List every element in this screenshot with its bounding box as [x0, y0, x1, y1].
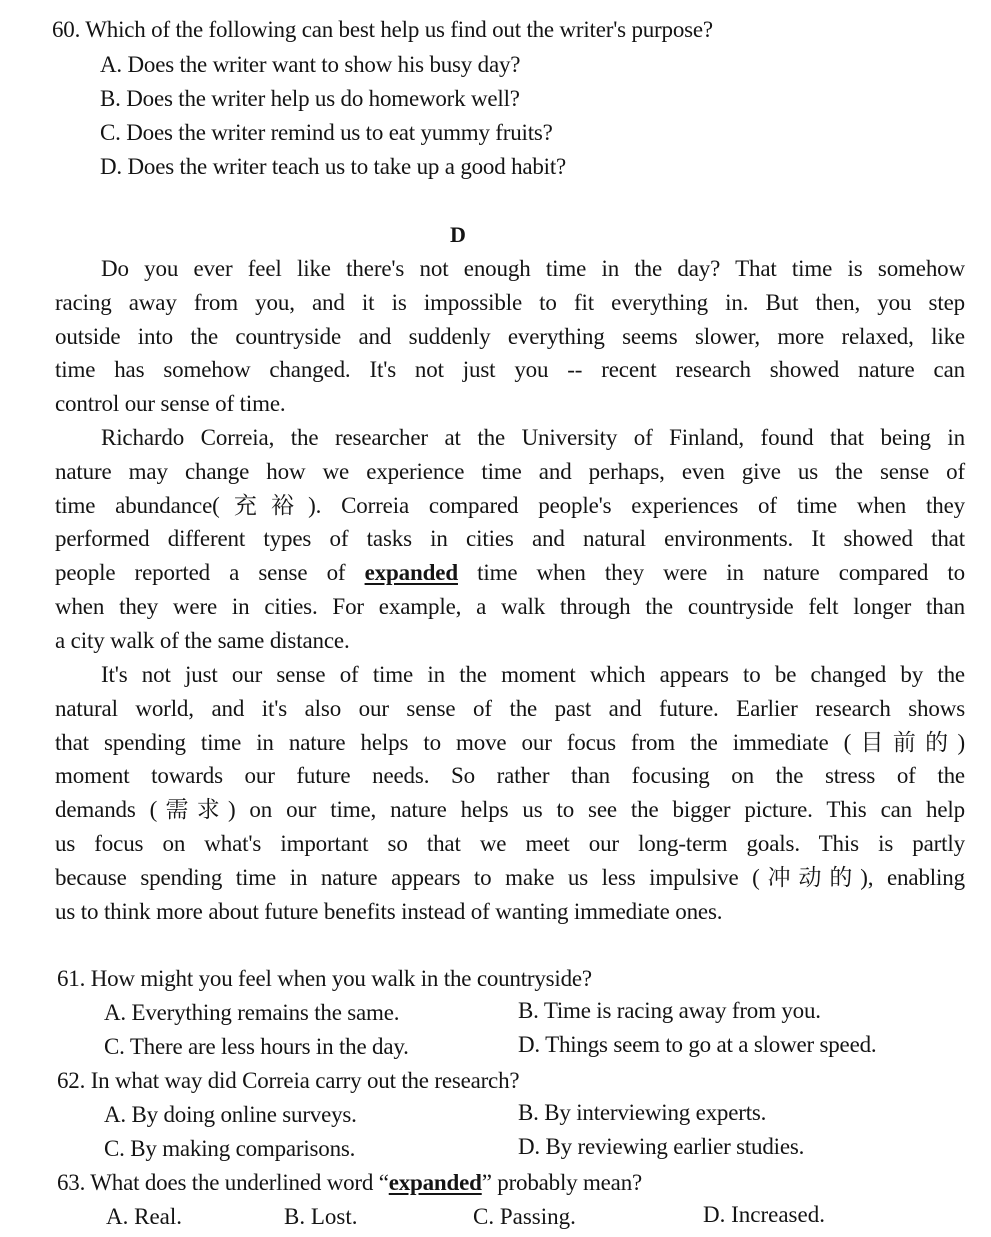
passage-paragraph-2	[55, 421, 965, 658]
paragraph-3-line: us focus on what's important so that we meet our long-term goals. This is partly	[55, 830, 965, 856]
question-60-stem: 60. Which of the following can best help us find out the writer's purpose?	[52, 17, 713, 42]
paragraph-1-line: control our sense of time.	[55, 391, 286, 417]
question-63-option-a: A. Real.	[106, 1204, 183, 1229]
paragraph-1-line: outside into the countryside and suddenly everything seems slower, more relaxed, like	[55, 323, 965, 349]
question-61-option-d: D. Things seem to go at a slower speed.	[518, 1032, 877, 1057]
question-62-stem: 62. In what way did Correia carry out the research?	[57, 1068, 520, 1093]
paragraph-2-line: performed different types of tasks in cities and natural environments. It showed that	[55, 526, 965, 552]
question-63-underlined-word: expanded	[388, 1170, 482, 1195]
paragraph-2-line: when they were in cities. For example, a walk through the countryside felt longer than	[55, 593, 965, 619]
paragraph-2-line: nature may change how we experience time and perhaps, even give us the sense of	[55, 458, 965, 484]
question-63-option-b: B. Lost.	[284, 1204, 358, 1229]
question-61-stem: 61. How might you feel when you walk in the countryside?	[57, 966, 592, 991]
question-63-option-c: C. Passing.	[473, 1204, 576, 1229]
question-62-option-d: D. By reviewing earlier studies.	[518, 1134, 805, 1159]
passage-paragraph-3	[55, 658, 965, 928]
underlined-word-expanded: expanded	[364, 560, 458, 586]
paragraph-3-line: natural world, and it's also our sense of the past and future. Earlier research shows	[55, 695, 965, 721]
question-60-option-a: A. Does the writer want to show his busy day?	[100, 52, 521, 77]
question-61-option-a: A. Everything remains the same.	[104, 1000, 400, 1025]
question-62-option-c: C. By making comparisons.	[104, 1136, 356, 1161]
question-63-option-d: D. Increased.	[703, 1202, 825, 1227]
question-62-option-b: B. By interviewing experts.	[518, 1100, 767, 1125]
paragraph-1-line: racing away from you, and it is impossible to fit everything in. But then, you step	[55, 289, 965, 315]
paragraph-2-line: a city walk of the same distance.	[55, 627, 350, 653]
paragraph-3-line: because spending time in nature appears to make us less impulsive (冲动的), enabling	[55, 864, 965, 890]
paragraph-3-line: that spending time in nature helps to move our focus from the immediate (目前的)	[55, 729, 965, 755]
paragraph-2-line: people reported a sense of expanded time when they were in nature compared to	[55, 560, 965, 586]
paragraph-3-line: It's not just our sense of time in the moment which appears to be changed by the	[101, 662, 965, 687]
passage-heading: D	[450, 222, 466, 247]
question-61-option-c: C. There are less hours in the day.	[104, 1034, 409, 1059]
passage-paragraph-1	[55, 252, 965, 421]
question-60-option-d: D. Does the writer teach us to take up a good habit?	[100, 154, 567, 179]
question-60-option-c: C. Does the writer remind us to eat yummy fruits?	[100, 120, 553, 145]
paragraph-2-line: time abundance(充裕). Correia compared people's experiences of time when they	[55, 492, 965, 518]
paragraph-3-line: moment towards our future needs. So rather than focusing on the stress of the	[55, 763, 965, 789]
question-61-option-b: B. Time is racing away from you.	[518, 998, 821, 1023]
paragraph-1-line: Do you ever feel like there's not enough time in the day? That time is somehow	[101, 256, 965, 281]
paragraph-2-line: Richardo Correia, the researcher at the University of Finland, found that being in	[101, 425, 965, 450]
paragraph-3-line: demands (需求) on our time, nature helps us to see the bigger picture. This can help	[55, 797, 965, 823]
question-62-option-a: A. By doing online surveys.	[104, 1102, 357, 1127]
paragraph-3-line: us to think more about future benefits instead of wanting immediate ones.	[55, 898, 723, 924]
paragraph-1-line: time has somehow changed. It's not just you -- recent research showed nature can	[55, 357, 965, 383]
question-63-stem: 63. What does the underlined word “expanded” probably mean?	[57, 1170, 643, 1195]
question-60-option-b: B. Does the writer help us do homework well?	[100, 86, 520, 111]
